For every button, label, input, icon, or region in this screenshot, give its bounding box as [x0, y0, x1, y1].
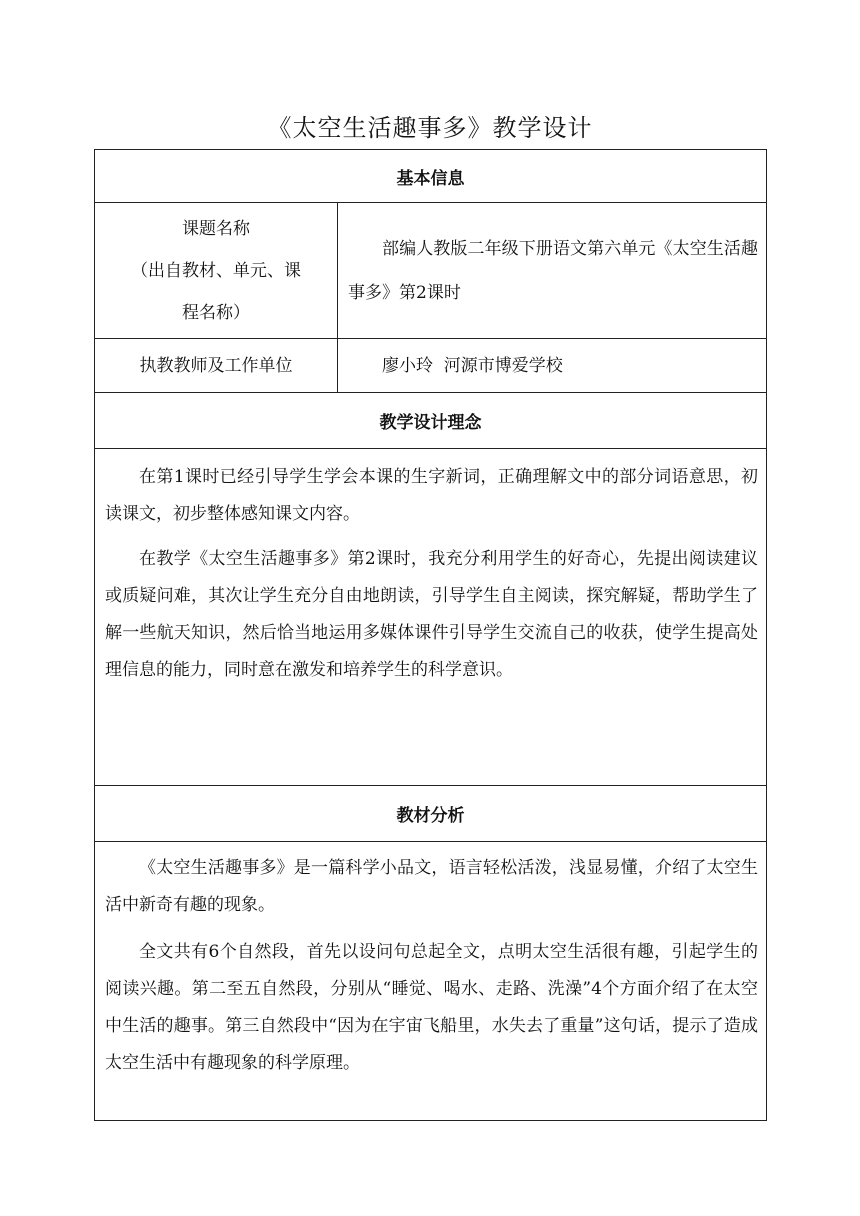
design-concept-paragraph-1: 在第1课时已经引导学生学会本课的生字新词，正确理解文中的部分词语意思，初读课文，初步整体感知课文内容。: [105, 467, 758, 524]
material-analysis-heading: 教材分析: [95, 786, 767, 842]
course-name-value-cell: [338, 203, 767, 339]
course-name-label-line3: 程名称）: [182, 302, 250, 323]
design-concept-body: [95, 449, 767, 786]
lesson-design-table: [94, 149, 767, 1121]
design-concept-paragraph-2: 在教学《太空生活趣事多》第2课时，我充分利用学生的好奇心，先提出阅读建议或质疑问难，其次让学生充分自由地朗读，引导学生自主阅读，探究解疑，帮助学生了解一些航天知识，然后恰当地运用多媒体课件引导学生交流自己的收获，使学生提高处理信息的能力，同时意在激发和培养学生的科学意识。: [105, 549, 758, 680]
basic-info-heading: 基本信息: [95, 150, 767, 203]
course-name-value: 部编人教版二年级下册语文第六单元《太空生活趣事多》第2课时: [348, 238, 758, 303]
teacher-value: 廖小玲 河源市博爱学校: [382, 355, 563, 376]
design-concept-heading: 教学设计理念: [95, 393, 767, 449]
course-name-label-line1: 课题名称: [182, 218, 250, 239]
document-title: 《太空生活趣事多》教学设计: [267, 114, 593, 142]
material-analysis-heading-row: [95, 786, 767, 842]
material-analysis-paragraph-1: 《太空生活趣事多》是一篇科学小品文，语言轻松活泼，浅显易懂，介绍了太空生活中新奇有趣的现象。: [105, 858, 758, 915]
teacher-label: 执教教师及工作单位: [95, 339, 338, 393]
teacher-value-cell: [338, 339, 767, 393]
material-analysis-body-row: [95, 842, 767, 1121]
course-name-label-line2: （出自教材、单元、课: [131, 260, 301, 281]
material-analysis-paragraph-2: 全文共有6个自然段，首先以设问句总起全文，点明太空生活很有趣，引起学生的阅读兴趣。第二至五自然段，分别从“睡觉、喝水、走路、洗澡”4个方面介绍了在太空中生活的趣事。第三自然段中“因为在宇宙飞船里，水失去了重量”这句话，提示了造成太空生活中有趣现象的科学原理。: [105, 942, 758, 1073]
course-name-row: [95, 203, 767, 339]
material-analysis-body: [95, 842, 767, 1121]
design-concept-body-row: [95, 449, 767, 786]
teacher-row: [95, 339, 767, 393]
basic-info-heading-row: [95, 150, 767, 203]
design-concept-heading-row: [95, 393, 767, 449]
course-name-label: [95, 203, 338, 339]
